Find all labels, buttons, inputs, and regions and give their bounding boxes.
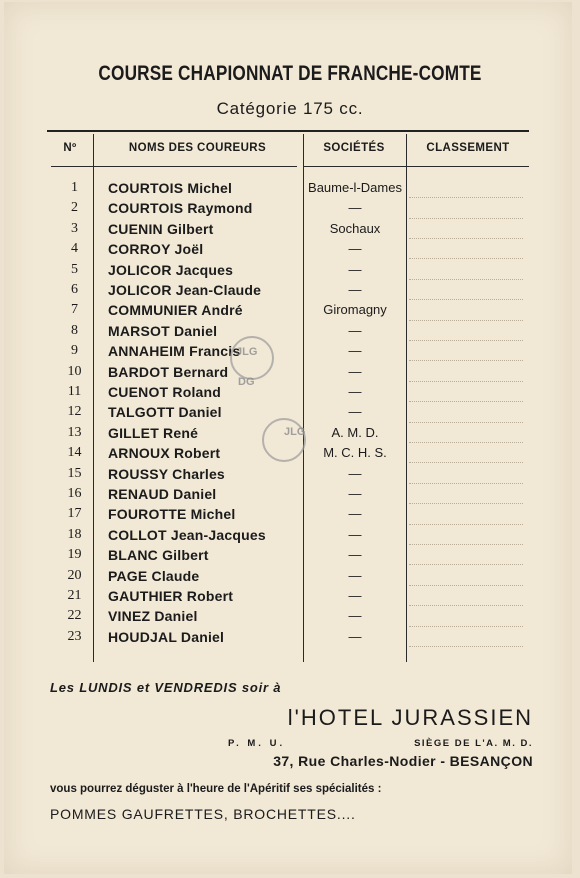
club-name: — (348, 506, 362, 522)
club-name: Baume-l-Dames (308, 180, 402, 195)
table-row (47, 219, 529, 239)
entry-number: 4 (71, 241, 78, 257)
table-row (47, 280, 529, 300)
rider-name: CUENOT Roland (108, 384, 222, 400)
club-name: — (348, 404, 362, 420)
header-soc: SOCIÉTÉS (323, 142, 385, 154)
entry-number: 8 (71, 322, 78, 338)
rider-name: GAUTHIER Robert (108, 588, 234, 604)
rider-name: ANNAHEIM Francis (108, 343, 241, 360)
rider-name: CUENIN Gilbert (108, 220, 214, 237)
rider-name: BARDOT Bernard (108, 363, 229, 380)
header-rule-right (303, 166, 529, 167)
club-name: — (348, 261, 362, 277)
entry-number: 10 (67, 363, 82, 379)
club-name: — (348, 282, 362, 297)
watermark-stamp (230, 336, 274, 380)
table-row (47, 300, 529, 320)
watermark-text-3: JLG (284, 426, 306, 438)
entry-number: 7 (71, 302, 78, 318)
watermark-text-2: DG (238, 376, 255, 388)
table-row (47, 362, 529, 382)
ranking-line (409, 646, 523, 647)
club-name: — (348, 241, 362, 257)
table-row (47, 178, 529, 198)
table-row (47, 341, 529, 361)
rider-name: GILLET René (108, 424, 199, 441)
table-row (47, 504, 529, 524)
club-name: — (348, 363, 362, 379)
entry-number: 13 (67, 424, 82, 440)
entry-number: 12 (67, 404, 82, 420)
entry-number: 6 (71, 282, 78, 297)
header-name: NOMS DES COUREURS (128, 142, 267, 154)
rider-name: VINEZ Daniel (108, 608, 198, 625)
rider-name: TALGOTT Daniel (108, 404, 222, 421)
rider-name: RENAUD Daniel (108, 486, 217, 502)
club-name: Sochaux (329, 220, 381, 236)
table-row (47, 586, 529, 606)
entry-number: 1 (71, 180, 78, 195)
rider-name: JOLICOR Jean-Claude (108, 282, 262, 298)
rider-name: JOLICOR Jacques (108, 261, 234, 278)
rider-name: CORROY Joël (108, 241, 204, 258)
table-row (47, 545, 529, 565)
entry-number: 22 (67, 608, 82, 624)
entry-number: 18 (67, 526, 82, 542)
rider-name: FOUROTTE Michel (108, 506, 236, 523)
rider-name: ARNOUX Robert (108, 445, 221, 462)
entry-number: 19 (67, 547, 82, 563)
rider-name: HOUDJAL Daniel (108, 628, 225, 645)
entry-number: 3 (71, 220, 78, 236)
entry-number: 14 (67, 445, 82, 461)
club-name: — (348, 465, 362, 481)
entry-table (47, 130, 529, 662)
header-num: Nº (63, 142, 77, 154)
club-name: — (348, 567, 362, 583)
club-name: Giromagny (323, 302, 387, 318)
watermark-stamp-2 (262, 418, 306, 462)
club-name: — (348, 526, 362, 542)
ad-hotel-name: l'HOTEL JURASSIEN (287, 705, 533, 730)
header-class: CLASSEMENT (426, 142, 510, 154)
club-name: — (348, 486, 362, 501)
category-subtitle: Catégorie 175 cc. (216, 99, 364, 118)
ad-aperitif: vous pourrez déguster à l'heure de l'Apéritif ses spécialités : (50, 783, 382, 795)
entry-number: 23 (67, 628, 82, 644)
header-rule-left (51, 166, 297, 167)
entry-number: 9 (71, 343, 78, 359)
club-name: — (348, 608, 362, 624)
club-name: — (348, 384, 362, 399)
ad-specialties: POMMES GAUFRETTES, BROCHETTES.... (50, 806, 356, 822)
table-row (47, 566, 529, 586)
club-name: M. C. H. S. (323, 445, 387, 461)
entry-number: 5 (71, 261, 78, 277)
entry-number: 2 (71, 200, 78, 216)
ad-days: Les LUNDIS et VENDREDIS soir à (50, 680, 282, 695)
ad-pmu: P. M. U. (228, 738, 286, 749)
page-title: COURSE CHAPIONNAT DE FRANCHE-COMTE (98, 62, 482, 85)
rider-name: MARSOT Daniel (108, 322, 218, 339)
watermark-text: JLG (236, 346, 258, 358)
table-row (47, 606, 529, 626)
entry-number: 17 (67, 506, 82, 522)
entry-number: 11 (67, 384, 82, 399)
table-row (47, 627, 529, 647)
club-name: — (348, 200, 362, 216)
entry-number: 20 (67, 567, 82, 583)
table-row (47, 198, 529, 218)
table-row (47, 239, 529, 259)
club-name: — (348, 628, 362, 644)
table-row (47, 464, 529, 484)
rider-name: PAGE Claude (108, 567, 200, 584)
club-name: — (348, 588, 362, 603)
rider-name: BLANC Gilbert (108, 547, 209, 564)
table-top-rule (47, 130, 529, 132)
rider-name: COMMUNIER André (108, 302, 243, 319)
club-name: — (348, 322, 362, 338)
club-name: A. M. D. (331, 424, 379, 440)
rider-name: COLLOT Jean-Jacques (108, 526, 266, 543)
club-name: — (348, 343, 362, 359)
rider-name: COURTOIS Michel (108, 180, 233, 196)
club-name: — (348, 547, 362, 563)
ad-address: 37, Rue Charles-Nodier - BESANÇON (273, 753, 533, 769)
rider-name: ROUSSY Charles (108, 465, 225, 482)
entry-number: 21 (67, 588, 82, 603)
table-row (47, 321, 529, 341)
table-row (47, 382, 529, 402)
entry-number: 16 (67, 486, 82, 501)
table-row (47, 260, 529, 280)
table-row (47, 484, 529, 504)
entry-number: 15 (67, 465, 82, 481)
ad-siege: SIÈGE DE L'A. M. D. (414, 738, 533, 749)
table-row (47, 525, 529, 545)
rider-name: COURTOIS Raymond (108, 200, 253, 217)
